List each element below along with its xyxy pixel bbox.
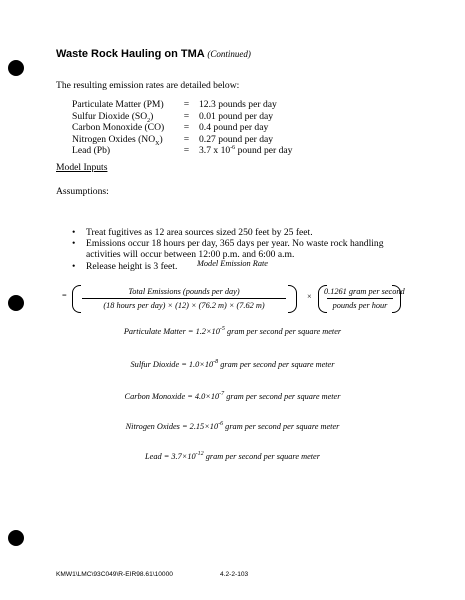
formula-title: Model Emission Rate xyxy=(197,259,268,268)
list-item: • Treat fugitives as 12 area sources sized 250 feet by 25 feet. xyxy=(72,227,417,238)
page-number: 4.2-2-103 xyxy=(220,571,249,578)
fraction2-bar xyxy=(327,298,393,299)
paren-close xyxy=(392,285,401,313)
list-item: • Release height is 3 feet. xyxy=(72,261,417,272)
binder-hole xyxy=(8,295,24,311)
title-continued: (Continued) xyxy=(207,49,251,59)
formula-equals: = xyxy=(62,291,67,300)
equals-cell: = xyxy=(183,122,190,134)
fraction1-denominator: (18 hours per day) × (12) × (76.2 m) × (7.62 m) xyxy=(103,301,265,310)
value-cell: 0.27 pound per day xyxy=(199,133,274,145)
fraction1-bar xyxy=(82,298,286,299)
result-line: Particulate Matter = $1.2\times 10^{-5}$ gram per second per square meter xyxy=(123,326,342,336)
value-cell: 12.3 pounds per day xyxy=(199,99,277,110)
emission-rates-table xyxy=(72,99,292,157)
table-row xyxy=(72,111,292,123)
equals-cell: = xyxy=(183,145,190,157)
binder-hole xyxy=(8,60,24,76)
pollutant-cell: Nitrogen Oxides $(NO_X)$ xyxy=(72,133,163,147)
list-item: • Emissions occur 18 hours per day, 365 days per year. No waste rock handling activities will occur between 12:00 p.m. and 6:00 a.m. xyxy=(72,238,417,260)
equals-cell: = xyxy=(183,99,190,110)
pollutant-cell: Particulate Matter (PM) xyxy=(72,99,164,110)
fraction1-numerator: Total Emissions (pounds per day) xyxy=(128,287,240,296)
equals-cell: = xyxy=(183,110,190,122)
paren-close xyxy=(288,285,297,313)
result-line: Sulfur Dioxide = $1.0\times 10^{-8}$ gram per second per square meter xyxy=(130,359,335,369)
value-cell: 0.01 pound per day xyxy=(199,110,274,122)
table-row xyxy=(72,122,292,134)
result-line: Carbon Monoxide = $4.0\times 10^{-7}$ gram per second per square meter xyxy=(124,391,341,401)
equals-cell: = xyxy=(183,133,190,145)
pollutant-cell: Lead (Pb) xyxy=(72,145,111,157)
fraction2-denominator: pounds per hour xyxy=(332,301,388,310)
fraction2-numerator: 0.1261 gram per second xyxy=(324,287,405,296)
table-row xyxy=(72,99,292,111)
pollutant-cell: Sulfur Dioxide $(SO_2)$ xyxy=(72,110,154,124)
value-cell: 3.7 x $10^{-6}$ pound per day xyxy=(199,145,293,157)
result-line: Nitrogen Oxides = $2.15\times 10^{-6}$ gram per second per square meter xyxy=(125,421,340,431)
value-cell: 0.4 pound per day xyxy=(199,122,269,134)
intro-text: The resulting emission rates are detailed below: xyxy=(56,80,240,91)
table-row xyxy=(72,145,292,157)
pollutant-cell: Carbon Monoxide (CO) xyxy=(72,122,165,134)
table-row xyxy=(72,134,292,146)
binder-hole xyxy=(8,530,24,546)
model-inputs-heading: Model Inputs xyxy=(56,162,108,173)
assumptions-label: Assumptions: xyxy=(56,186,109,197)
formula-times: × xyxy=(307,292,312,301)
footer-path: KMW1\LMC\93C049\R-EIR98.61\10000 xyxy=(56,571,173,578)
title-text: Waste Rock Hauling on TMA xyxy=(56,48,205,60)
page-title xyxy=(56,48,251,60)
result-line: Lead = $3.7\times 10^{-12}$ gram per second per square meter xyxy=(145,451,320,461)
